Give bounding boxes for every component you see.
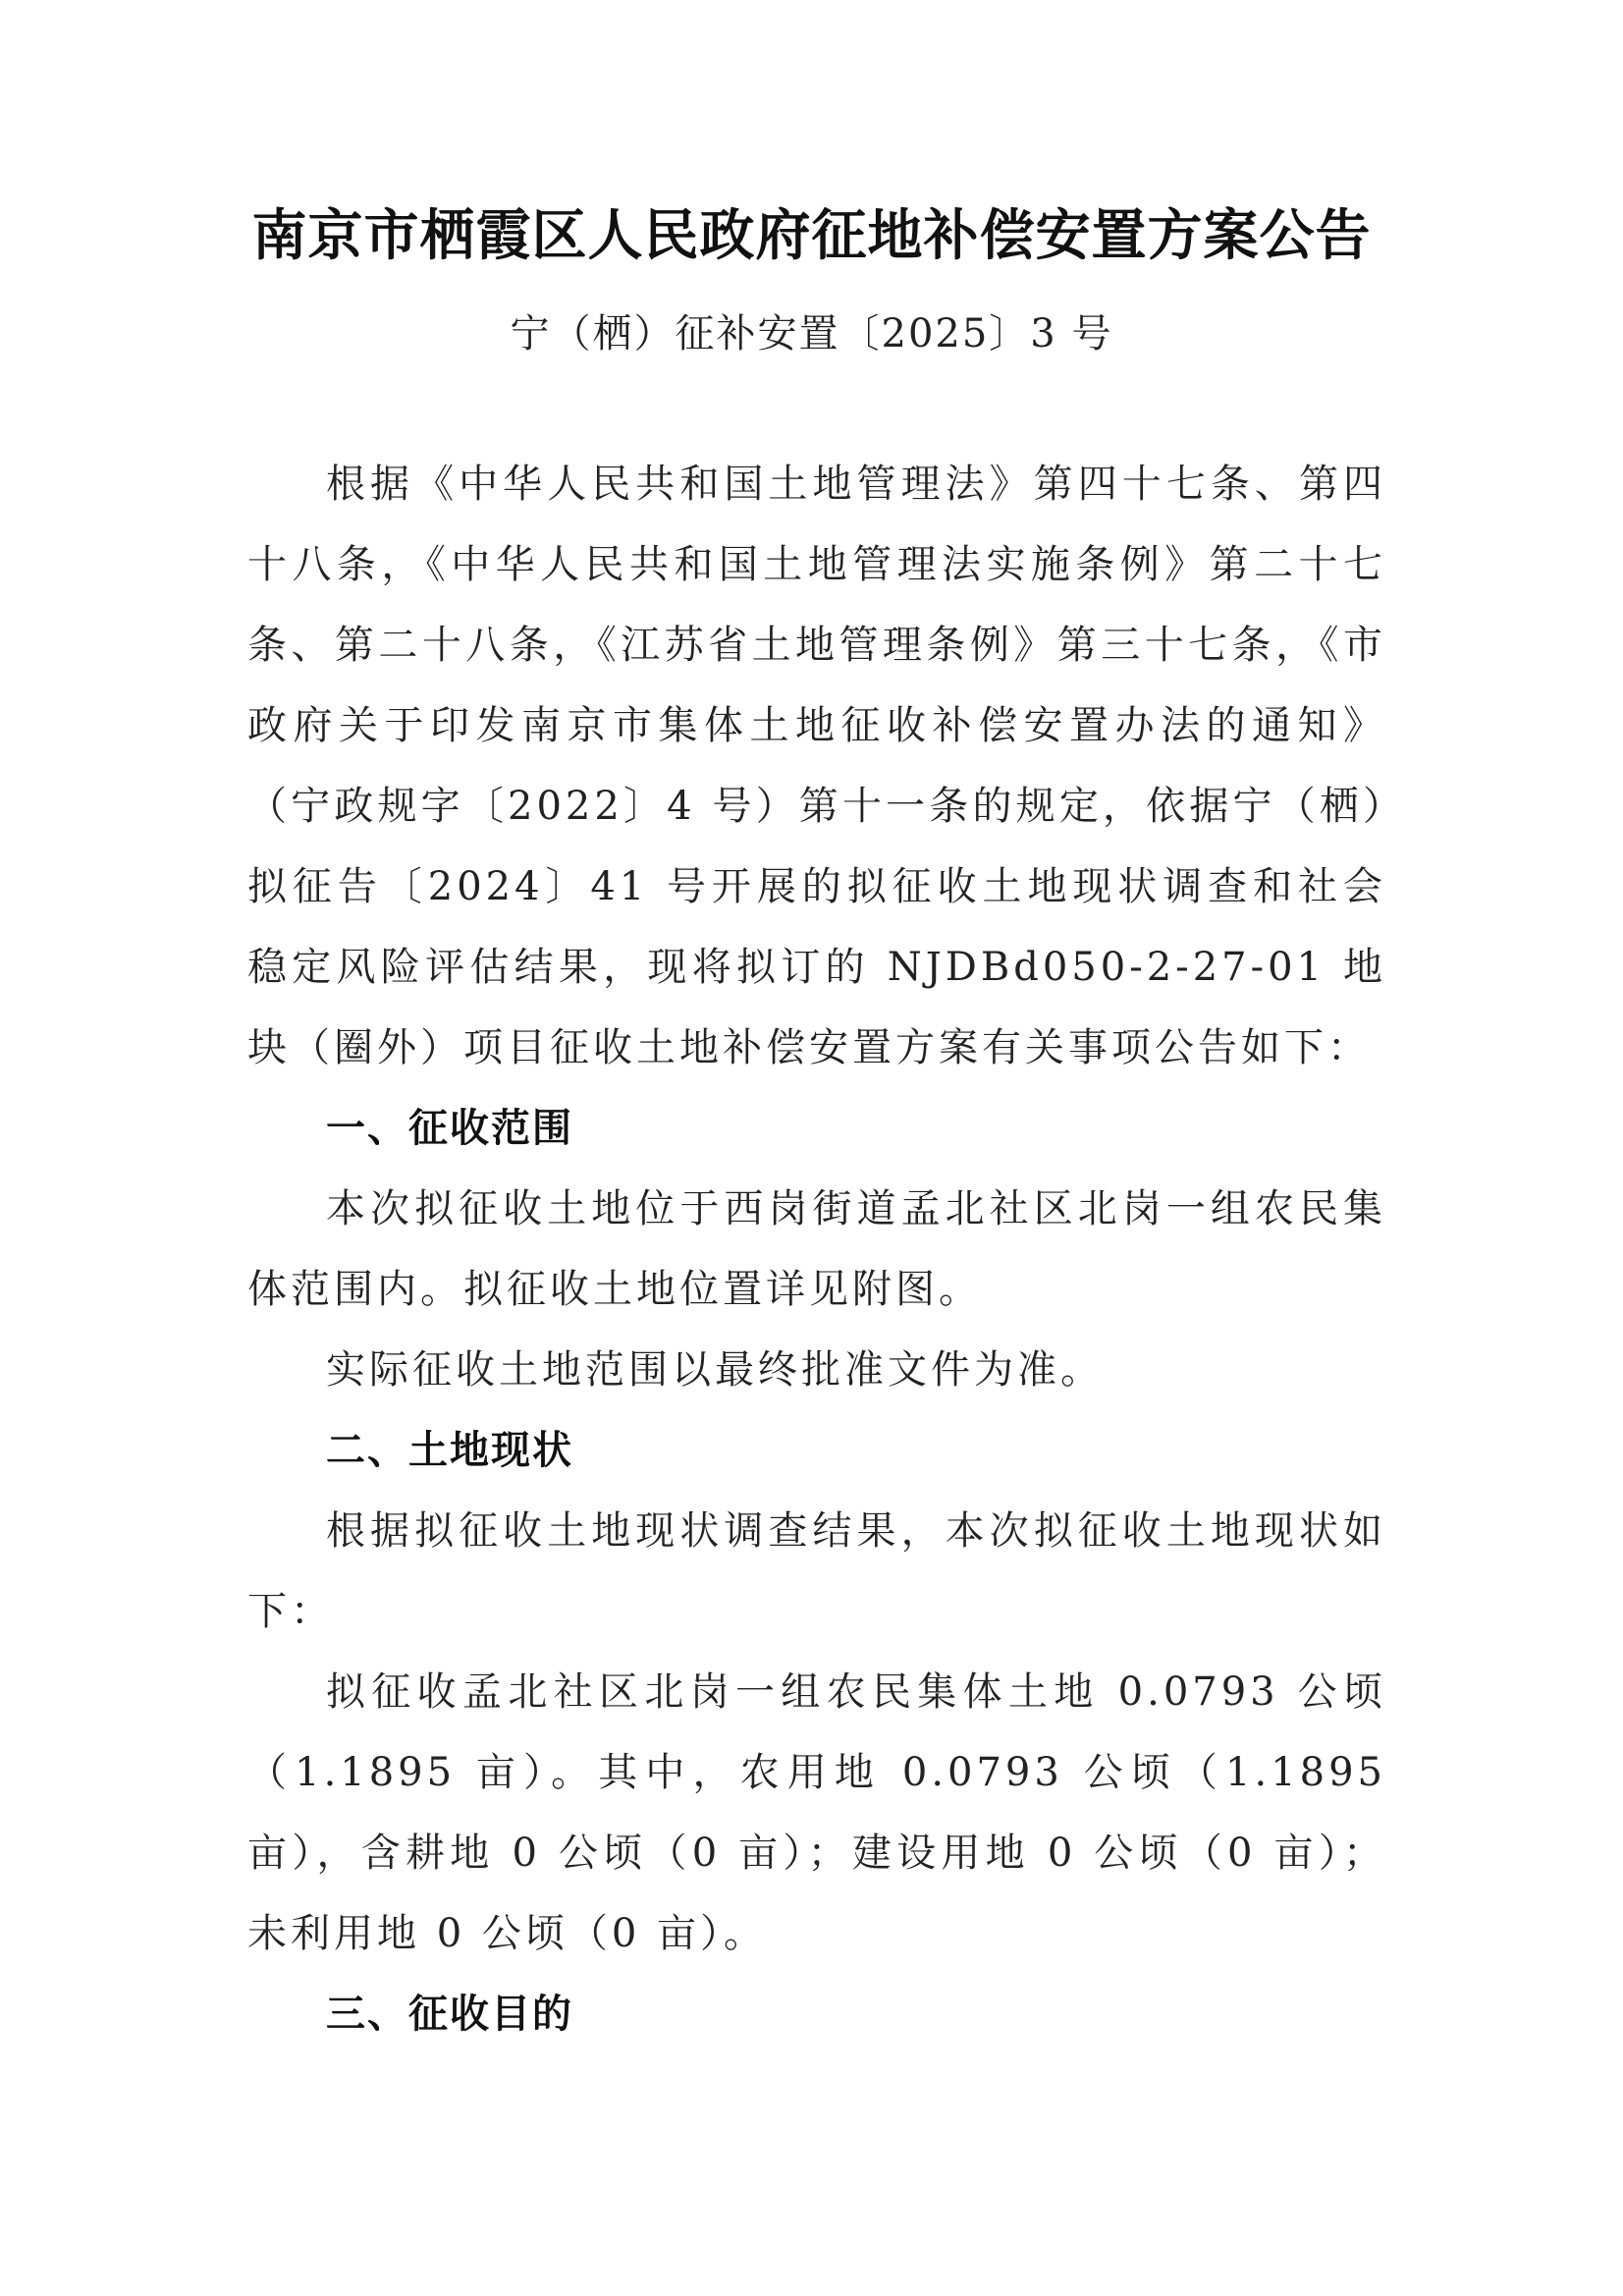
land-status-paragraph-intro: 根据拟征收土地现状调查结果，本次拟征收土地现状如下： <box>247 1508 1386 1634</box>
scope-paragraph-final: 实际征收土地范围以最终批准文件为准。 <box>326 1347 1104 1393</box>
section-heading-purpose: 三、征收目的 <box>326 1992 573 2037</box>
document-number: 宁（栖）征补安置〔2025〕3 号 <box>510 311 1113 356</box>
document-title: 南京市栖霞区人民政府征地补偿安置方案公告 <box>251 203 1372 268</box>
section-heading-scope: 一、征收范围 <box>326 1106 573 1151</box>
land-status-paragraph-area: 拟征收孟北社区北岗一组农民集体土地 0.0793 公顷（1.1895 亩）。其中，农用地 0.0793 公顷（1.1895 亩），含耕地 0 公顷（0 亩）；建设用地 0 公顷（0 亩）；未利用地 0 公顷（0 亩）。 <box>247 1669 1386 1956</box>
intro-paragraph: 根据《中华人民共和国土地管理法》第四十七条、第四十八条，《中华人民共和国土地管理法实施条例》第二十七条、第二十八条，《江苏省土地管理条例》第三十七条，《市政府关于印发南京市集体土地征收补偿安置办法的通知》（宁政规字〔2022〕4 号）第十一条的规定，依据宁（栖）拟征告〔2024〕41 号开展的拟征收土地现状调查和社会稳定风险评估结果，现将拟订的 NJDBd050-2-27-01 地块（圈外）项目征收土地补偿安置方案有关事项公告如下： <box>247 462 1386 1070</box>
scope-paragraph-location: 本次拟征收土地位于西岗街道孟北社区北岗一组农民集体范围内。拟征收土地位置详见附图。 <box>247 1186 1386 1312</box>
document-body <box>247 444 1386 2054</box>
section-heading-land-status: 二、土地现状 <box>326 1428 573 1473</box>
